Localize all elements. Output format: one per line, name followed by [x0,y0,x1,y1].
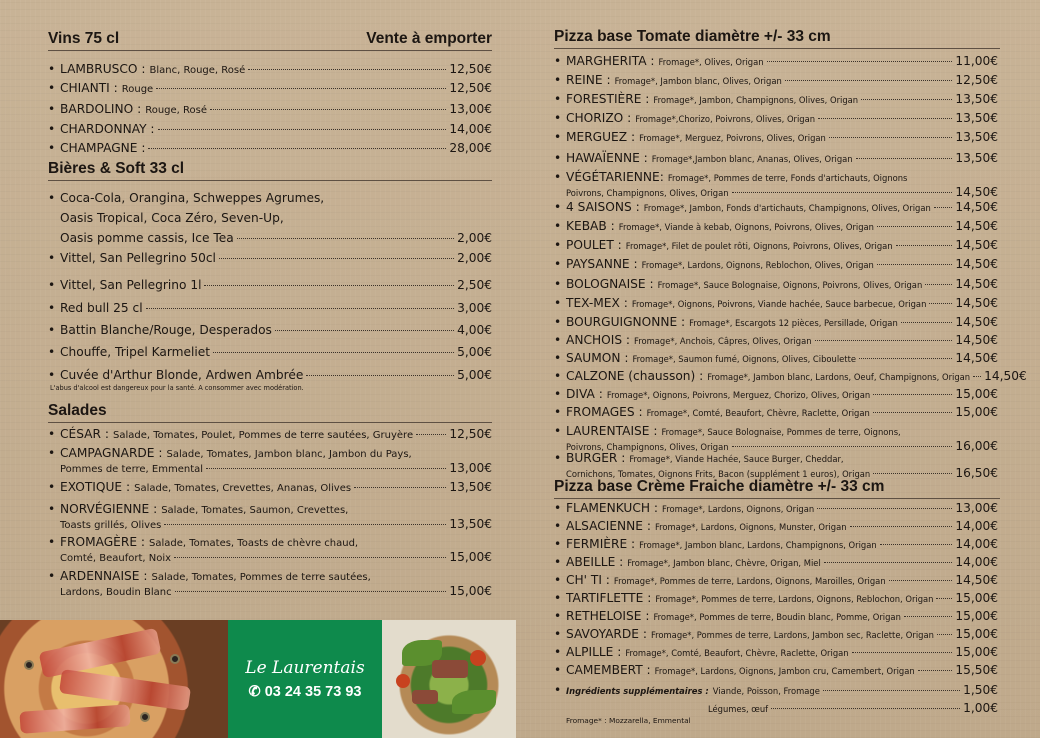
item-price: 14,50€ [955,200,998,214]
supplements-line1: Viande, Poisson, Fromage [712,686,820,696]
pizza-item: • POULET : Fromage*, Filet de poulet rôti, Oignons, Poivrons, Olives, Origan 14,50€ [554,238,998,252]
pizza-item: • RETHELOISE : Fromage*, Pommes de terre, Boudin blanc, Pomme, Origan 15,00€ [554,609,998,623]
item-name: HAWAÏENNE : [566,151,648,165]
item-name: ANCHOIS : [566,333,631,347]
item-price: 13,50€ [955,151,998,165]
item-price: 2,00€ [457,231,492,245]
item-price: 12,50€ [449,81,492,95]
item-price: 2,50€ [457,278,492,292]
item-name: NORVÉGIENNE : [60,502,158,516]
menu-item-vittel-50: • Vittel, San Pellegrino 50cl 2,00€ [48,251,492,265]
item-name: TEX-MEX : [566,296,628,310]
item-price: 15,50€ [955,663,998,677]
item-desc: Fromage*, Jambon, Champignons, Olives, Origan [653,95,859,105]
item-desc: Fromage*, Lardons, Oignons, Munster, Origan [654,522,847,532]
item-price: 14,50€ [955,219,998,233]
item-price: 28,00€ [449,141,492,155]
item-name: Vittel, San Pellegrino 1l [60,278,202,292]
menu-item-cuvee-arthur: • Cuvée d'Arthur Blonde, Ardwen Ambrée 5,00€ [48,368,492,382]
item-name: TARTIFLETTE : [566,591,652,605]
item-desc: Fromage*, Viande à kebab, Oignons, Poivrons, Olives, Origan [618,222,874,232]
item-price: 14,50€ [955,333,998,347]
item-price: 15,00€ [955,387,998,401]
section-bieres-title: Bières & Soft 33 cl [48,160,185,177]
item-price: 14,50€ [955,351,998,365]
item-desc: Fromage*, Lardons, Oignons, Jambon cru, Camembert, Origan [654,666,915,676]
item-name: FERMIÈRE : [566,537,636,551]
pizza-item: • PAYSANNE : Fromage*, Lardons, Oignons, Reblochon, Olives, Origan 14,50€ [554,257,998,271]
item-name: KEBAB : [566,219,615,233]
supplements-line2: Légumes, œuf [708,704,769,714]
item-desc-line2: Toasts grillés, Olives [60,520,162,531]
item-desc: Salade, Tomates, Jambon blanc, Jambon du Pays, [166,449,412,460]
item-name: ABEILLE : [566,555,624,569]
item-name: CHAMPAGNE : [60,141,146,155]
item-desc: Fromage*, Merguez, Poivrons, Olives, Origan [639,133,826,143]
item-desc: Fromage*, Pommes de terre, Lardons, Oignons, Reblochon, Origan [655,594,934,604]
item-name-line2: Oasis Tropical, Coca Zéro, Seven-Up, [60,211,284,225]
pizza-item: • SAVOYARDE : Fromage*, Pommes de terre, Lardons, Jambon sec, Raclette, Origan 15,00€ [554,627,998,641]
item-price: 13,50€ [955,92,998,106]
menu-item-bardolino: • BARDOLINO : Rouge, Rosé 13,00€ [48,102,492,116]
item-price: 16,00€ [955,439,998,453]
item-price: 12,50€ [449,62,492,76]
item-name: ALSACIENNE : [566,519,651,533]
menu-item-cesar: • CÉSAR : Salade, Tomates, Poulet, Pommes de terre sautées, Gruyère 12,50€ [48,427,492,441]
item-desc: Fromage*, Pommes de terre, Lardons, Jambon sec, Raclette, Origan [650,630,934,640]
pizza-item: • ALSACIENNE : Fromage*, Lardons, Oignons, Munster, Origan 14,00€ [554,519,998,533]
item-desc: Salade, Tomates, Crevettes, Ananas, Olives [134,483,352,494]
supplements-price2: 1,00€ [963,701,998,715]
item-price: 4,00€ [457,323,492,337]
section-tomate-title: Pizza base Tomate diamètre +/- 33 cm [554,28,831,45]
item-price: 15,00€ [955,627,998,641]
pizza-item: • SAUMON : Fromage*, Saumon fumé, Oignons, Olives, Ciboulette 14,50€ [554,351,998,365]
item-name: SAVOYARDE : [566,627,647,641]
pizza-item: • ABEILLE : Fromage*, Jambon blanc, Chèvre, Origan, Miel 14,00€ [554,555,998,569]
footnote-fromage: Fromage* : Mozzarella, Emmental [566,716,691,725]
item-name: FROMAGES : [566,405,643,419]
pizza-item: • FROMAGES : Fromage*, Comté, Beaufort, Chèvre, Raclette, Origan 15,00€ [554,405,998,419]
item-price: 15,00€ [955,591,998,605]
item-price: 5,00€ [457,345,492,359]
pizza-item: • CHORIZO : Fromage*,Chorizo, Poivrons, Olives, Origan 13,50€ [554,111,998,125]
item-price: 15,00€ [955,405,998,419]
salad-photo [382,620,516,738]
item-price: 15,00€ [449,550,492,564]
item-price: 14,50€ [955,185,998,199]
pizza-item: • LAURENTAISE : Fromage*, Sauce Bolognaise, Pommes de terre, Oignons, Poivrons, Champignons, Olives, Origan 16,00€ [554,424,998,453]
supplements-row: • Ingrédients supplémentaires : Viande, Poisson, Fromage 1,50€ Légumes, œuf 1,00€ [554,683,998,715]
menu-item-softs: • Coca-Cola, Orangina, Schweppes Agrumes, Oasis Tropical, Coca Zéro, Seven-Up, Oasis pomme cassis, Ice Tea 2,00€ [48,191,492,245]
menu-item-fromagere: • FROMAGÈRE : Salade, Tomates, Toasts de chèvre chaud, Comté, Beaufort, Noix 15,00€ [48,535,492,564]
item-desc: Fromage*, Saumon fumé, Oignons, Olives, Ciboulette [632,354,857,364]
section-salades-title: Salades [48,402,107,419]
item-price: 14,00€ [955,555,998,569]
item-name: CAMPAGNARDE : [60,446,163,460]
pizza-item: • MERGUEZ : Fromage*, Merguez, Poivrons, Olives, Origan 13,50€ [554,130,998,144]
item-name: 4 SAISONS : [566,200,640,214]
item-desc: Fromage*, Comté, Beaufort, Chèvre, Raclette, Origan [646,408,870,418]
pizza-item: • CH' TI : Fromage*, Pommes de terre, Lardons, Oignons, Maroilles, Origan 14,50€ [554,573,998,587]
section-creme-header [554,478,1000,499]
item-desc: Blanc, Rouge, Rosé [149,65,246,76]
item-desc: Salade, Tomates, Pommes de terre sautées, [151,572,371,583]
item-name: BOLOGNAISE : [566,277,654,291]
item-name: POULET : [566,238,622,252]
menu-item-exotique: • EXOTIQUE : Salade, Tomates, Crevettes, Ananas, Olives 13,50€ [48,480,492,494]
brand-phone: ✆ 03 24 35 73 93 [248,684,362,700]
item-desc: Salade, Tomates, Saumon, Crevettes, [161,505,349,516]
item-desc: Fromage*, Lardons, Oignons, Reblochon, Olives, Origan [641,260,874,270]
item-price: 14,00€ [449,122,492,136]
section-creme-title: Pizza base Crème Fraiche diamètre +/- 33 cm [554,478,885,495]
item-name: Battin Blanche/Rouge, Desperados [60,323,272,337]
pizza-item: • DIVA : Fromage*, Oignons, Poivrons, Merguez, Chorizo, Olives, Origan 15,00€ [554,387,998,401]
pizza-item: • REINE : Fromage*, Jambon blanc, Olives, Origan 12,50€ [554,73,998,87]
item-name: LAMBRUSCO : [60,62,146,76]
item-name: FORESTIÈRE : [566,92,650,106]
item-desc: Fromage*, Jambon blanc, Lardons, Champignons, Origan [639,540,877,550]
pizza-item: • FORESTIÈRE : Fromage*, Jambon, Champignons, Olives, Origan 13,50€ [554,92,998,106]
item-price: 15,00€ [955,609,998,623]
item-desc-line2: Poivrons, Champignons, Olives, Origan [566,442,729,452]
item-price: 13,50€ [449,480,492,494]
item-desc: Fromage*, Jambon blanc, Chèvre, Origan, Miel [627,558,821,568]
section-tomate-header [554,28,1000,49]
item-name: CH' TI : [566,573,610,587]
pizza-item: • TEX-MEX : Fromage*, Oignons, Poivrons, Viande hachée, Sauce barbecue, Origan 14,50€ [554,296,998,310]
item-name: Coca-Cola, Orangina, Schweppes Agrumes, [60,191,325,205]
item-price: 13,00€ [449,102,492,116]
alcohol-warning: L'abus d'alcool est dangereux pour la santé. A consommer avec modération. [50,384,304,392]
brand-name: Le Laurentais [245,658,365,678]
item-name: LAURENTAISE : [566,424,658,438]
menu-item-chardonnay: • CHARDONNAY : 14,00€ [48,122,492,136]
item-price: 13,00€ [955,501,998,515]
supplements-price1: 1,50€ [963,683,998,697]
item-price: 14,50€ [955,277,998,291]
item-desc: Fromage*, Jambon, Fonds d'artichauts, Champignons, Olives, Origan [643,203,931,213]
item-name: Vittel, San Pellegrino 50cl [60,251,216,265]
item-price: 15,00€ [449,584,492,598]
item-desc: Fromage*, Oignons, Poivrons, Merguez, Chorizo, Olives, Origan [606,390,871,400]
item-name: VÉGÉTARIENNE: [566,170,664,184]
item-desc: Fromage*, Filet de poulet rôti, Oignons, Poivrons, Olives, Origan [625,241,893,251]
menu-item-champagne: • CHAMPAGNE : 28,00€ [48,141,492,155]
item-name: CÉSAR : [60,427,109,441]
item-name: BOURGUIGNONNE : [566,315,686,329]
item-desc: Fromage*, Sauce Bolognaise, Oignons, Poivrons, Olives, Origan [657,280,923,290]
item-name-line3: Oasis pomme cassis, Ice Tea [60,231,234,245]
item-price: 14,50€ [955,238,998,252]
menu-item-chianti: • CHIANTI : Rouge 12,50€ [48,81,492,95]
pizza-item: • FERMIÈRE : Fromage*, Jambon blanc, Lardons, Champignons, Origan 14,00€ [554,537,998,551]
item-price: 13,00€ [449,461,492,475]
item-name: RETHELOISE : [566,609,650,623]
item-desc: Fromage*, Viande Hachée, Sauce Burger, Cheddar, [629,454,844,464]
item-desc-line2: Poivrons, Champignons, Olives, Origan [566,188,729,198]
item-name: ALPILLE : [566,645,622,659]
item-price: 14,50€ [955,315,998,329]
pizza-item: • CALZONE (chausson) : Fromage*, Jambon blanc, Lardons, Oeuf, Champignons, Origan 14,50€ [554,369,1027,383]
menu-item-lambrusco: • LAMBRUSCO : Blanc, Rouge, Rosé 12,50€ [48,62,492,76]
pizza-item: • ALPILLE : Fromage*, Comté, Beaufort, Chèvre, Raclette, Origan 15,00€ [554,645,998,659]
item-desc: Fromage*, Anchois, Câpres, Olives, Origan [634,336,812,346]
item-price: 13,50€ [955,130,998,144]
pizza-item: • ANCHOIS : Fromage*, Anchois, Câpres, Olives, Origan 14,50€ [554,333,998,347]
item-name: ARDENNAISE : [60,569,148,583]
menu-item-chouffe: • Chouffe, Tripel Karmeliet 5,00€ [48,345,492,359]
item-price: 13,50€ [449,517,492,531]
item-price: 14,00€ [955,519,998,533]
section-vins-header [48,30,492,51]
item-desc-line2: Pommes de terre, Emmental [60,464,204,475]
item-name: REINE : [566,73,611,87]
item-price: 3,00€ [457,301,492,315]
brand-box [228,620,382,738]
item-price: 15,00€ [955,645,998,659]
item-desc-line2: Cornichons, Tomates, Oignons Frits, Bacon (supplément 1 euros), Origan [566,469,871,479]
item-name: CHIANTI : [60,81,118,95]
pizza-item: • FLAMENKUCH : Fromage*, Lardons, Oignons, Origan 13,00€ [554,501,998,515]
section-vins-title: Vins 75 cl [48,30,120,47]
item-desc: Fromage*, Comté, Beaufort, Chèvre, Raclette, Origan [625,648,849,658]
item-desc: Fromage*, Olives, Origan [658,57,764,67]
item-desc-line2: Comté, Beaufort, Noix [60,553,172,564]
menu-item-campagnarde: • CAMPAGNARDE : Salade, Tomates, Jambon blanc, Jambon du Pays, Pommes de terre, Emmental 13,00€ [48,446,492,475]
item-name: DIVA : [566,387,603,401]
item-desc: Fromage*, Pommes de terre, Boudin blanc, Pomme, Origan [653,612,901,622]
item-name: FLAMENKUCH : [566,501,658,515]
item-desc: Fromage*, Sauce Bolognaise, Pommes de terre, Oignons, [661,427,901,437]
item-desc: Fromage*,Chorizo, Poivrons, Olives, Origan [635,114,816,124]
item-price: 16,50€ [955,466,998,480]
pizza-item: • HAWAÏENNE : Fromage*,Jambon blanc, Ananas, Olives, Origan 13,50€ [554,151,998,165]
pizza-photo [0,620,228,738]
menu-item-redbull: • Red bull 25 cl 3,00€ [48,301,492,315]
item-name: Red bull 25 cl [60,301,143,315]
pizza-item: • BOURGUIGNONNE : Fromage*, Escargots 12 pièces, Persillade, Origan 14,50€ [554,315,998,329]
item-name: CHORIZO : [566,111,632,125]
item-desc: Fromage*, Pommes de terre, Lardons, Oignons, Maroilles, Origan [613,576,886,586]
item-price: 5,00€ [457,368,492,382]
pizza-item: • BURGER : Fromage*, Viande Hachée, Sauce Burger, Cheddar, Cornichons, Tomates, Oignons Frits, Bacon (supplément 1 euros), Origan 16,50€ [554,451,998,480]
item-name: Cuvée d'Arthur Blonde, Ardwen Ambrée [60,368,304,382]
item-name: CHARDONNAY : [60,122,155,136]
item-name: MERGUEZ : [566,130,636,144]
item-price: 14,50€ [955,573,998,587]
section-bieres-header [48,160,492,181]
item-price: 12,50€ [449,427,492,441]
item-desc: Rouge, Rosé [145,105,208,116]
pizza-item: • CAMEMBERT : Fromage*, Lardons, Oignons, Jambon cru, Camembert, Origan 15,50€ [554,663,998,677]
item-desc: Fromage*, Lardons, Oignons, Origan [662,504,815,514]
item-desc: Fromage*, Jambon blanc, Olives, Origan [614,76,782,86]
menu-item-battin: • Battin Blanche/Rouge, Desperados 4,00€ [48,323,492,337]
item-name: CAMEMBERT : [566,663,651,677]
item-desc: Fromage*,Jambon blanc, Ananas, Olives, Origan [651,154,853,164]
menu-item-vittel-1l: • Vittel, San Pellegrino 1l 2,50€ [48,278,492,292]
pizza-item: • KEBAB : Fromage*, Viande à kebab, Oignons, Poivrons, Olives, Origan 14,50€ [554,219,998,233]
menu-item-ardennaise: • ARDENNAISE : Salade, Tomates, Pommes de terre sautées, Lardons, Boudin Blanc 15,00€ [48,569,492,598]
section-salades-header [48,402,492,423]
pizza-item: • MARGHERITA : Fromage*, Olives, Origan 11,00€ [554,54,998,68]
item-desc: Fromage*, Pommes de terre, Fonds d'artichauts, Oignons [667,173,908,183]
pizza-item: • TARTIFLETTE : Fromage*, Pommes de terre, Lardons, Oignons, Reblochon, Origan 15,00€ [554,591,998,605]
item-price: 14,00€ [955,537,998,551]
item-desc: Salade, Tomates, Toasts de chèvre chaud, [149,538,359,549]
item-name: FROMAGÈRE : [60,535,146,549]
item-name: MARGHERITA : [566,54,655,68]
supplements-label: Ingrédients supplémentaires : [566,686,709,696]
item-price: 2,00€ [457,251,492,265]
item-desc: Salade, Tomates, Poulet, Pommes de terre sautées, Gruyère [112,430,414,441]
item-price: 14,50€ [984,369,1027,383]
item-desc: Fromage*, Escargots 12 pièces, Persillade, Origan [689,318,898,328]
item-price: 14,50€ [955,257,998,271]
item-name: BARDOLINO : [60,102,142,116]
item-price: 13,50€ [955,111,998,125]
item-desc: Rouge [121,84,154,95]
item-price: 14,50€ [955,296,998,310]
item-name: PAYSANNE : [566,257,638,271]
takeaway-label: Vente à emporter [366,30,492,47]
item-desc: Fromage*, Oignons, Poivrons, Viande hachée, Sauce barbecue, Origan [631,299,927,309]
item-desc-line2: Lardons, Boudin Blanc [60,587,172,598]
item-price: 11,00€ [955,54,998,68]
pizza-item: • 4 SAISONS : Fromage*, Jambon, Fonds d'artichauts, Champignons, Olives, Origan 14,50€ [554,200,998,214]
item-desc: Fromage*, Jambon blanc, Lardons, Oeuf, Champignons, Origan [707,372,971,382]
item-name: Chouffe, Tripel Karmeliet [60,345,211,359]
item-name: CALZONE (chausson) : [566,369,704,383]
pizza-item: • BOLOGNAISE : Fromage*, Sauce Bolognaise, Oignons, Poivrons, Olives, Origan 14,50€ [554,277,998,291]
item-price: 12,50€ [955,73,998,87]
item-name: BURGER : [566,451,626,465]
pizza-item: • VÉGÉTARIENNE: Fromage*, Pommes de terre, Fonds d'artichauts, Oignons Poivrons, Champignons, Olives, Origan 14,50€ [554,170,998,199]
item-name: SAUMON : [566,351,629,365]
menu-item-norvegienne: • NORVÉGIENNE : Salade, Tomates, Saumon, Crevettes, Toasts grillés, Olives 13,50€ [48,502,492,531]
item-name: EXOTIQUE : [60,480,131,494]
